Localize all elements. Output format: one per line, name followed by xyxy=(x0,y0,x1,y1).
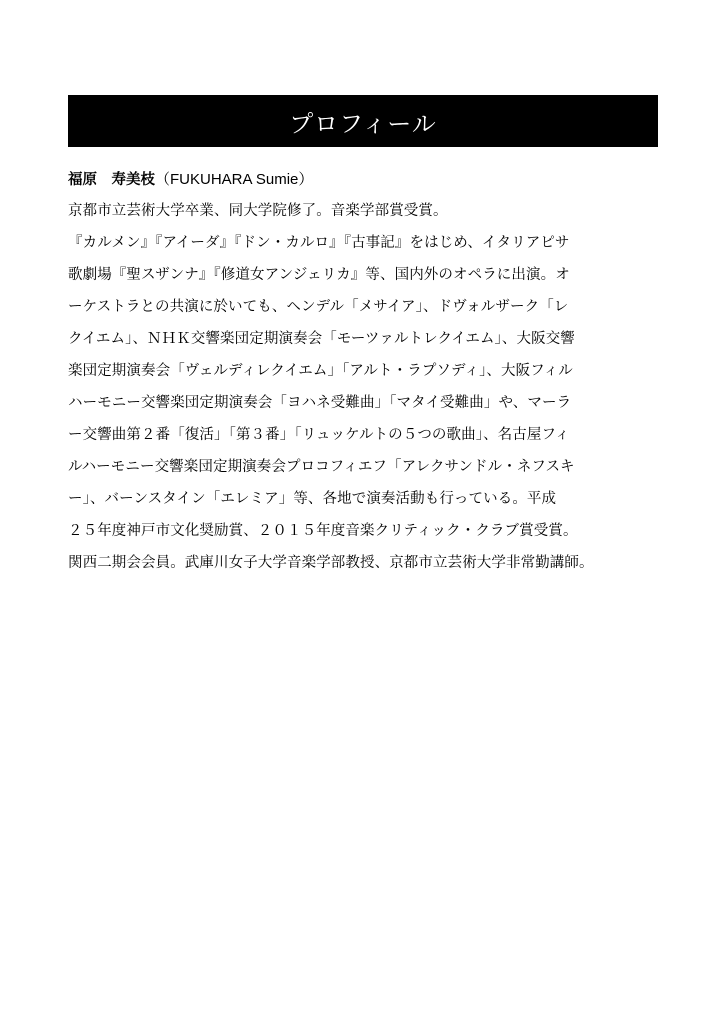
title-bar xyxy=(68,95,658,147)
profile-name-japanese: 福原 寿美枝 xyxy=(68,172,155,188)
bio-line: 『カルメン』『アイーダ』『ドン・カルロ』『古事記』をはじめ、イタリアピサ xyxy=(68,235,570,251)
bio-line: 関西二期会会員。武庫川女子大学音楽学部教授、京都市立芸術大学非常勤講師。 xyxy=(68,555,594,571)
bio-line: ルハーモニー交響楽団定期演奏会プロコフィエフ「アレクサンドル・ネフスキ xyxy=(68,459,575,475)
bio-line: ー」、バーンスタイン「エレミア」等、各地で演奏活動も行っている。平成 xyxy=(68,491,557,507)
bio-line: ーケストラとの共演に於いても、ヘンデル「メサイア」、ドヴォルザーク「レ xyxy=(68,299,569,315)
bio-line: クイエム」、ＮＨＫ交響楽団定期演奏会「モーツァルトレクイエム」、大阪交響 xyxy=(68,331,575,347)
bio-line: 京都市立芸術大学卒業、同大学院修了。音楽学部賞受賞。 xyxy=(68,203,448,219)
profile-name-romanized: （FUKUHARA Sumie） xyxy=(155,171,314,188)
bio-line: ハーモニー交響楽団定期演奏会「ヨハネ受難曲」「マタイ受難曲」や、マーラ xyxy=(68,395,572,411)
bio-line: 楽団定期演奏会「ヴェルディレクイエム」「アルト・ラプソディ」、大阪フィル xyxy=(68,363,573,379)
page-title: プロフィール xyxy=(289,109,437,138)
profile-name-line xyxy=(68,164,668,195)
bio-line: ２５年度神戸市文化奨励賞、２０１５年度音楽クリティック・クラブ賞受賞。 xyxy=(68,523,578,539)
bio-line: ー交響曲第２番「復活」「第３番」「リュッケルトの５つの歌曲」、名古屋フィ xyxy=(68,427,570,443)
profile-body xyxy=(68,164,668,579)
bio-line: 歌劇場『聖スザンナ』『修道女アンジェリカ』等、国内外のオペラに出演。オ xyxy=(68,267,570,283)
